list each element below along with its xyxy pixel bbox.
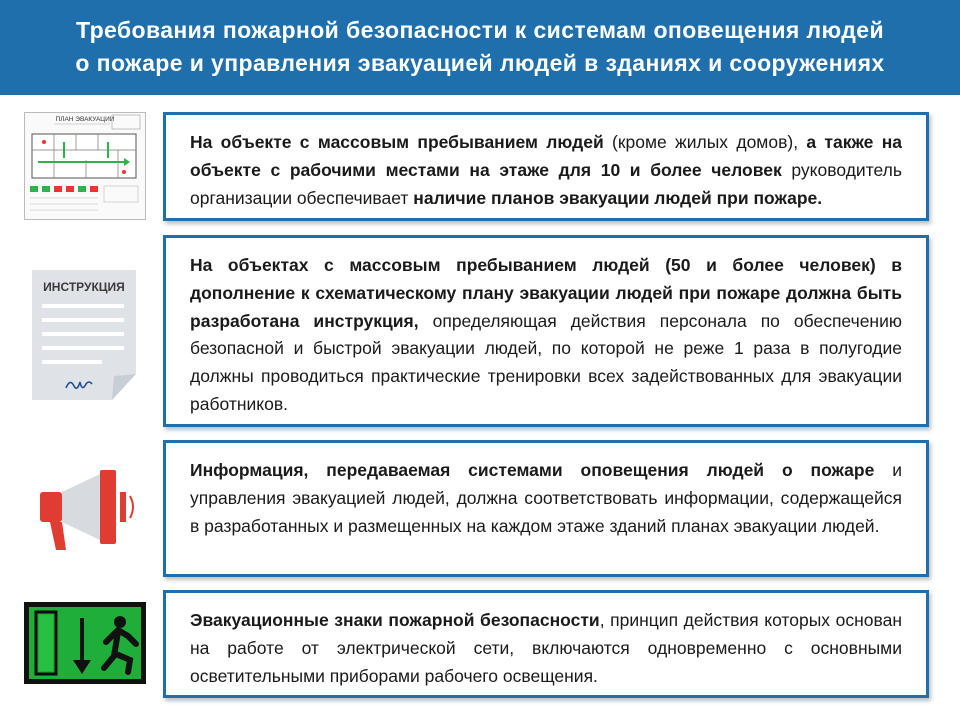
card3-bold-1: Информация, передаваемая системами оповещения людей о пожаре	[190, 460, 875, 480]
card1-bold-1: На объекте с массовым пребыванием людей	[190, 132, 604, 152]
card1-bold-2: а также на объекте с рабочими местами на этаже для 10 и более человек	[190, 132, 902, 180]
exit-sign-icon	[24, 602, 146, 684]
card1-text-1: (кроме жилых домов),	[603, 132, 807, 152]
instruction-document-icon	[26, 264, 142, 406]
requirement-card-1	[163, 112, 929, 221]
evacuation-plan-icon	[24, 112, 146, 220]
card4-text-1: , принцип действия которых основан на работе от электрической сети, включаются одновременно с основными осветительными приборами рабочего освещения.	[190, 610, 902, 686]
card2-text-1: определяющая действия персонала по обеспечению безопасной и быстрой эвакуации людей, по которой не реже 1 раза в полугодие должны проводиться практические тренировки всех задействованных для эвакуации работников.	[190, 310, 902, 414]
card2-bold-1: На объектах с массовым пребыванием людей (50 и более человек) в дополнение к схематическому плану эвакуации людей при пожаре должна быть разработана инструкция,	[190, 255, 902, 331]
card1-bold-3: наличие планов эвакуации людей при пожаре.	[413, 187, 823, 208]
header-title-line-2: о пожаре и управления эвакуацией людей в зданиях и сооружениях	[75, 50, 885, 76]
requirement-card-4	[163, 590, 929, 698]
plan-title-text: ПЛАН ЭВАКУАЦИИ	[55, 116, 115, 123]
requirement-card-3	[163, 440, 929, 577]
instruction-label: ИНСТРУКЦИЯ	[43, 280, 125, 294]
card4-bold-1: Эвакуационные знаки пожарной безопасности	[190, 610, 600, 630]
requirement-card-2	[163, 235, 929, 427]
page-header	[0, 0, 960, 95]
header-title-line-1: Требования пожарной безопасности к системам оповещения людей	[76, 17, 884, 43]
megaphone-icon	[36, 466, 142, 554]
card3-text-1: и управления эвакуацией людей, должна соответствовать информации, содержащейся в разработанных и размещенных на каждом этаже зданий планах эвакуации людей.	[190, 460, 902, 536]
card1-text-2: руководитель организации обеспечивает	[190, 159, 902, 208]
